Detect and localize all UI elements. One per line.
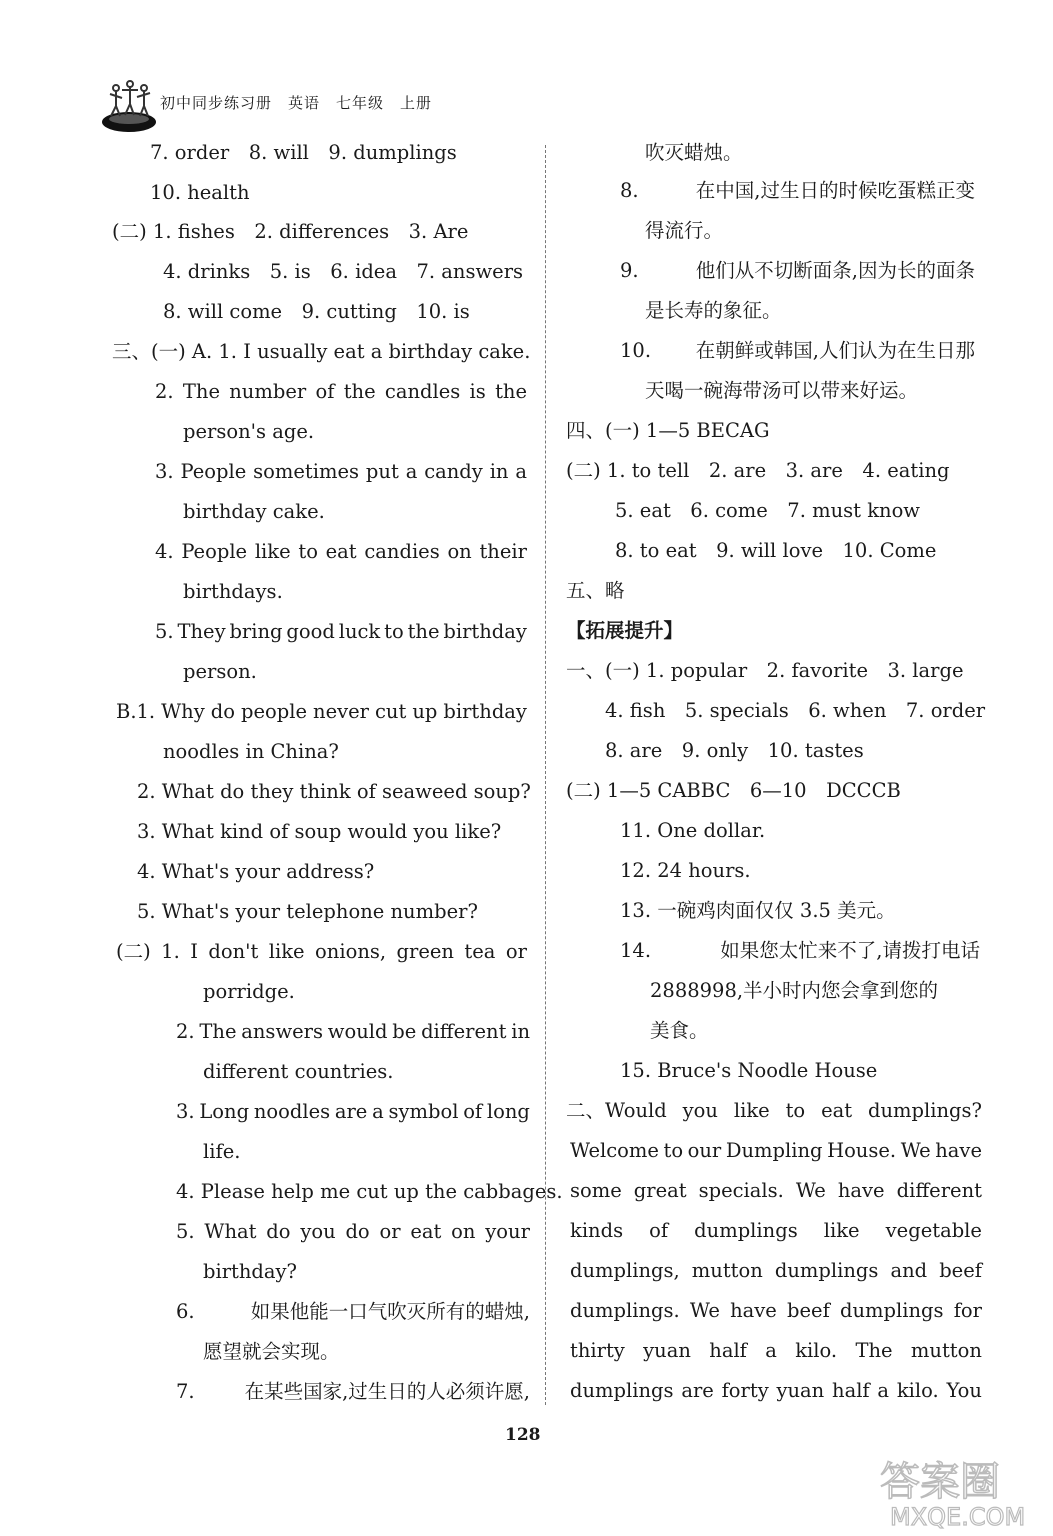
answer-line: 【拓展提升】 — [566, 619, 684, 642]
answer-line: birthday cake. — [183, 500, 325, 523]
answer-line: birthdays. — [183, 580, 283, 603]
answer-line: 5. They bring good luck to the birthday — [155, 620, 527, 643]
answer-line: 9. 他们从不切断面条,因为长的面条 — [620, 259, 975, 282]
answer-line: 四、(一) 1—5 BECAG — [566, 419, 770, 442]
answer-line: Welcome to our Dumpling House. We have — [570, 1139, 982, 1162]
answer-line: person's age. — [183, 420, 315, 443]
answer-line: 13. 一碗鸡肉面仅仅 3.5 美元。 — [620, 899, 896, 922]
answer-line: 6. 如果他能一口气吹灭所有的蜡烛, — [176, 1300, 530, 1323]
answer-line: some great specials. We have different — [570, 1179, 982, 1202]
page-header — [100, 78, 520, 136]
answer-line: birthday? — [203, 1260, 298, 1283]
page-number: 128 — [505, 1425, 541, 1445]
dancing-figures-logo-icon — [100, 78, 158, 134]
answer-line: 4. What's your address? — [137, 860, 375, 883]
answer-line: life. — [203, 1140, 241, 1163]
answer-line: 吹灭蜡烛。 — [645, 141, 743, 164]
answer-line: 4. People like to eat candies on their — [155, 540, 527, 563]
answer-line: dumplings, mutton dumplings and beef — [570, 1259, 982, 1282]
answer-line: 3. People sometimes put a candy in a — [155, 460, 527, 483]
answer-line: 12. 24 hours. — [620, 859, 751, 882]
answer-line: 15. Bruce's Noodle House — [620, 1059, 878, 1082]
answer-line: different countries. — [203, 1060, 394, 1083]
answer-line: (二) 1. to tell 2. are 3. are 4. eating — [566, 459, 950, 482]
answer-line: 2888998,半小时内您会拿到您的 — [650, 979, 939, 1002]
answer-line: B.1. Why do people never cut up birthday — [116, 700, 527, 723]
answer-line: 得流行。 — [645, 219, 724, 242]
answer-line: 一、(一) 1. popular 2. favorite 3. large — [566, 659, 964, 682]
answer-line: (二) 1. I don't like onions, green tea or — [116, 940, 527, 963]
answer-line: 2. The number of the candles is the — [155, 380, 527, 403]
answer-line: dumplings. We have beef dumplings for — [570, 1299, 982, 1322]
answer-line: dumplings are forty yuan half a kilo. You — [570, 1379, 982, 1402]
answer-line: 是长寿的象征。 — [645, 299, 782, 322]
answer-line: 天喝一碗海带汤可以带来好运。 — [645, 379, 919, 402]
header-title: 初中同步练习册 英语 七年级 上册 — [160, 94, 433, 112]
answer-line: 10. health — [150, 181, 250, 204]
answer-line: porridge. — [203, 980, 295, 1003]
answer-line: 14. 如果您太忙来不了,请拨打电话 — [620, 939, 980, 962]
answer-line: noodles in China? — [163, 740, 339, 763]
answer-line: 11. One dollar. — [620, 819, 766, 842]
answer-line: 美食。 — [650, 1019, 709, 1042]
answer-line: thirty yuan half a kilo. The mutton — [570, 1339, 982, 1362]
answer-line: 8. to eat 9. will love 10. Come — [615, 539, 937, 562]
answer-line: 五、略 — [566, 579, 625, 602]
answer-line: 8. will come 9. cutting 10. is — [163, 300, 470, 323]
answer-line: 2. What do they think of seaweed soup? — [137, 780, 531, 803]
answer-line: 4. drinks 5. is 6. idea 7. answers — [163, 260, 524, 283]
answer-line: 4. fish 5. specials 6. when 7. order — [605, 699, 986, 722]
answer-line: 5. What do you do or eat on your — [176, 1220, 530, 1243]
answer-line: 三、(一) A. 1. I usually eat a birthday cake. — [112, 340, 531, 363]
column-divider — [545, 145, 546, 1405]
answer-line: 8. are 9. only 10. tastes — [605, 739, 864, 762]
answer-line: 愿望就会实现。 — [203, 1340, 340, 1363]
answer-line: 8. 在中国,过生日的时候吃蛋糕正变 — [620, 179, 975, 202]
answer-line: 2. The answers would be different in — [176, 1020, 530, 1043]
answer-line: 10. 在朝鲜或韩国,人们认为在生日那 — [620, 339, 975, 362]
answer-line: 3. Long noodles are a symbol of long — [176, 1100, 530, 1123]
watermark-url: MXQE.COM — [890, 1503, 1026, 1530]
answer-line: (二) 1. fishes 2. differences 3. Are — [112, 220, 469, 243]
answer-line: 5. eat 6. come 7. must know — [615, 499, 921, 522]
answer-line: (二) 1—5 CABBC 6—10 DCCCB — [566, 779, 901, 802]
answer-line: 二、Would you like to eat dumplings? — [566, 1099, 982, 1122]
answer-line: 3. What kind of soup would you like? — [137, 820, 502, 843]
answer-line: 7. order 8. will 9. dumplings — [150, 141, 457, 164]
answer-line: kinds of dumplings like vegetable — [570, 1219, 982, 1242]
watermark-text: 答案圈 — [880, 1459, 1000, 1505]
answer-line: 4. Please help me cut up the cabbages. — [176, 1180, 563, 1203]
answer-line: 5. What's your telephone number? — [137, 900, 478, 923]
answer-line: 7. 在某些国家,过生日的人必须许愿, — [176, 1380, 530, 1403]
watermark-logo-icon — [870, 1450, 1045, 1530]
answer-line: person. — [183, 660, 257, 683]
